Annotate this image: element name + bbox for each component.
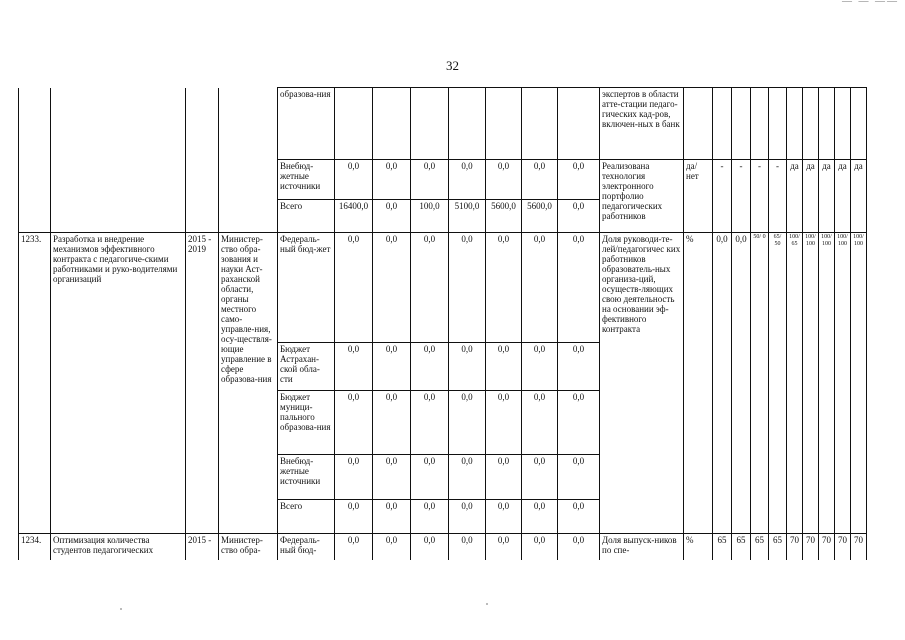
value-cell: 0,0 [486,160,522,200]
source-cell: Всего [278,500,335,534]
activity-number: 1233. [19,233,51,534]
target-cell: 100/ 100 [851,233,867,534]
target-cell: - [713,160,732,233]
source-cell: Внебюд-жетные источники [278,160,335,200]
value-cell: 0,0 [558,233,600,343]
target-cell: - [769,160,787,233]
target-cell: 70 [819,534,835,560]
target-cell: 65/ 50 [769,233,787,534]
table-row [19,233,867,343]
value-cell: 0,0 [373,343,411,391]
program-activities-table [18,87,867,560]
activity-executor: Министер-ство обра- [219,534,278,560]
activity-name: Оптимизация количества студентов педагогических [51,534,186,560]
corner-marks: — — —— [842,0,899,7]
source-cell: Бюджет муници-пального образова-ния [278,391,335,455]
target-cell: 100/ 65 [787,233,803,534]
value-cell: 0,0 [335,500,373,534]
target-cell: да [835,160,851,233]
value-cell: 5100,0 [449,200,486,233]
value-cell: 0,0 [522,160,558,200]
target-cell: да [803,160,819,233]
value-cell: 0,0 [449,391,486,455]
value-cell: 0,0 [335,534,373,560]
value-cell: 0,0 [449,233,486,343]
value-cell: 0,0 [373,200,411,233]
target-cell: 70 [803,534,819,560]
value-cell: 0,0 [558,160,600,200]
value-cell: 0,0 [486,455,522,500]
value-cell: 0,0 [373,534,411,560]
value-cell: 0,0 [411,343,449,391]
table-row [19,88,867,160]
target-cell: да [851,160,867,233]
value-cell: 0,0 [449,534,486,560]
value-cell: 0,0 [411,233,449,343]
indicator-cell: экспертов в области атте-стации педаго-гических кад-ров, включен-ных в банк [600,88,684,160]
value-cell: 0,0 [449,160,486,200]
value-cell: 0,0 [373,233,411,343]
target-cell: 0,0 [732,233,751,534]
target-cell: 65 [751,534,769,560]
activity-executor: Министер-ство обра-зования и науки Аст-раханской области, органы местного само-управле-ния, осу-ществля-ющие управление в сфере образова-ния [219,233,278,534]
value-cell: 0,0 [335,343,373,391]
value-cell: 0,0 [558,391,600,455]
target-cell: - [732,160,751,233]
target-cell: 0,0 [713,233,732,534]
source-cell: Всего [278,200,335,233]
activity-number: 1234. [19,534,51,560]
unit-cell: % [684,233,713,534]
activity-period: 2015 - 2019 [186,233,219,534]
value-cell: 0,0 [373,391,411,455]
value-cell: 0,0 [411,455,449,500]
target-cell: 65 [713,534,732,560]
scan-speck [120,608,122,610]
value-cell: 0,0 [373,455,411,500]
value-cell: 0,0 [486,343,522,391]
value-cell: 0,0 [558,500,600,534]
target-cell: 100/ 100 [819,233,835,534]
value-cell: 0,0 [373,500,411,534]
value-cell: 0,0 [449,343,486,391]
indicator-cell: Доля руководи-те-лей/педагогичес ких работников образователь-ных организа-ций, осуществ-ляющих свою деятельность на основании эф-фективного контракта [600,233,684,534]
value-cell: 0,0 [373,160,411,200]
unit-cell: % [684,534,713,560]
value-cell: 0,0 [558,343,600,391]
value-cell: 0,0 [411,534,449,560]
value-cell: 0,0 [486,534,522,560]
target-cell: 65 [769,534,787,560]
value-cell: 0,0 [522,455,558,500]
target-cell: 70 [835,534,851,560]
value-cell: 0,0 [522,343,558,391]
value-cell: 16400,0 [335,200,373,233]
table-row [19,534,867,560]
target-cell: 70 [851,534,867,560]
value-cell: 0,0 [522,391,558,455]
unit-cell: да/ нет [684,160,713,233]
target-cell: да [787,160,803,233]
activity-period: 2015 - [186,534,219,560]
target-cell: 100/ 100 [835,233,851,534]
value-cell: 0,0 [486,500,522,534]
value-cell: 0,0 [449,455,486,500]
scan-speck [486,603,488,605]
value-cell: 0,0 [449,500,486,534]
source-cell: Федераль-ный бюд- [278,534,335,560]
value-cell: 0,0 [335,233,373,343]
source-cell: Бюджет Астрахан-ской обла-сти [278,343,335,391]
value-cell: 0,0 [335,391,373,455]
target-cell: 50/ 0 [751,233,769,534]
value-cell: 100,0 [411,200,449,233]
value-cell: 0,0 [522,233,558,343]
indicator-cell: Доля выпуск-ников по спе- [600,534,684,560]
target-cell: 70 [787,534,803,560]
source-cell: Внебюд-жетные источники [278,455,335,500]
target-cell: да [819,160,835,233]
value-cell: 5600,0 [486,200,522,233]
activity-name: Разработка и внедрение механизмов эффективного контракта с педагогиче-скими работниками и руко-водителями организаций [51,233,186,534]
target-cell: - [751,160,769,233]
target-cell: 65 [732,534,751,560]
source-cell: Федераль-ный бюд-жет [278,233,335,343]
target-cell: 100/ 100 [803,233,819,534]
value-cell: 0,0 [486,233,522,343]
value-cell: 0,0 [558,200,600,233]
value-cell: 0,0 [335,160,373,200]
value-cell: 0,0 [411,160,449,200]
value-cell: 0,0 [411,391,449,455]
value-cell: 5600,0 [522,200,558,233]
value-cell: 0,0 [335,455,373,500]
source-cell: образова-ния [278,88,335,160]
indicator-cell: Реализована технология электронного портфолио педагогических работников [600,160,684,233]
page-number: 32 [446,58,459,73]
value-cell: 0,0 [411,500,449,534]
value-cell: 0,0 [522,534,558,560]
value-cell: 0,0 [558,534,600,560]
value-cell: 0,0 [558,455,600,500]
value-cell: 0,0 [486,391,522,455]
value-cell: 0,0 [522,500,558,534]
